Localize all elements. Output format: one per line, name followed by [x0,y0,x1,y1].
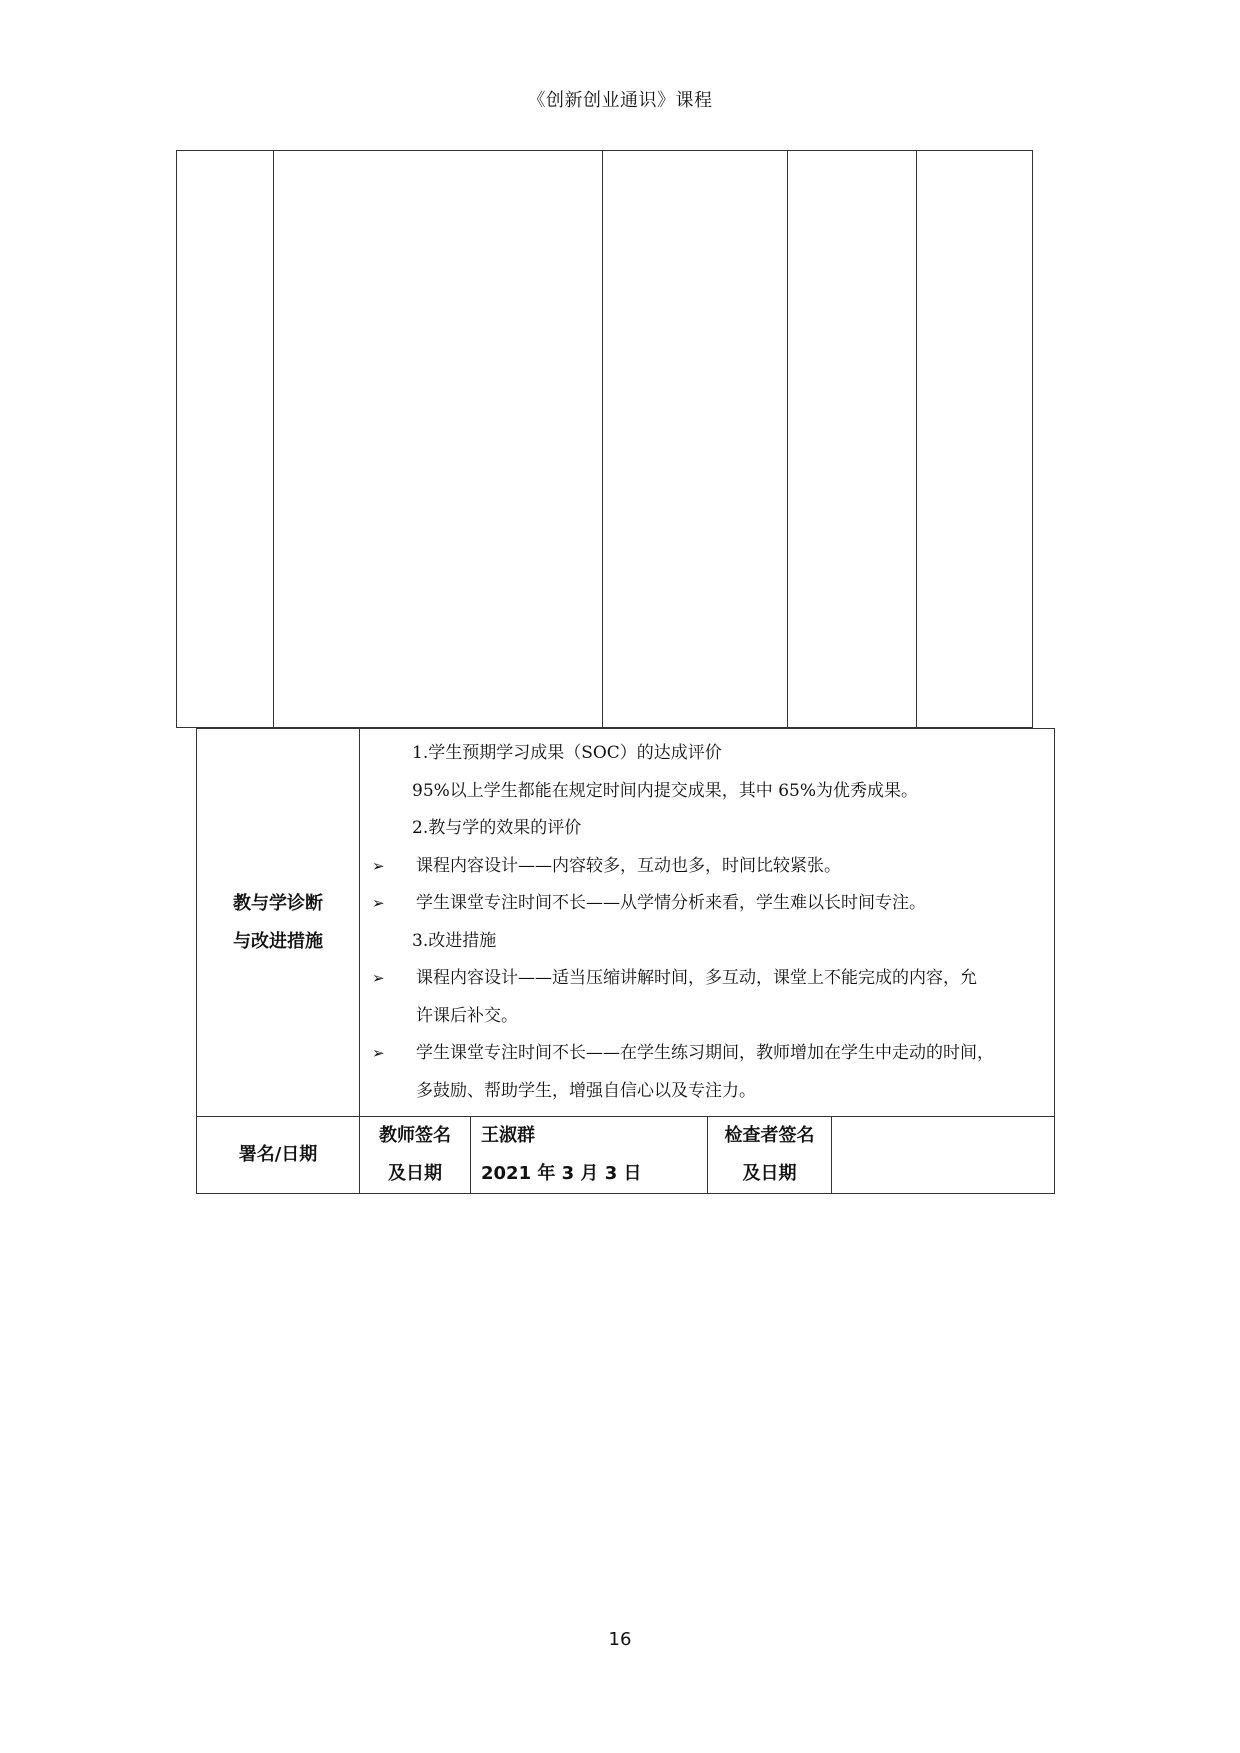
diagnosis-label [197,729,360,1117]
line-text: 许课后补交。 [416,1005,518,1026]
teacher-signature-label [360,1117,471,1194]
line-text: 课程内容设计——内容较多，互动也多，时间比较紧张。 [416,855,841,876]
signature-label: 署名/日期 [197,1117,360,1194]
teacher-date: 2021 年 3 月 3 日 [481,1163,642,1184]
empty-cell [274,151,603,728]
diagnosis-label-line: 与改进措施 [233,930,323,952]
diagnosis-table [196,728,1055,1194]
continued-table [176,150,1033,728]
arrow-bullet-icon: ➢ [372,894,385,912]
line-text: 课程内容设计——适当压缩讲解时间，多互动，课堂上不能完成的内容，允 [416,968,977,988]
arrow-bullet-icon: ➢ [372,1044,385,1062]
teacher-signature-label-line: 及日期 [388,1163,442,1184]
line-text: 学生课堂专注时间不长——从学情分析来看，学生难以长时间专注。 [416,893,926,913]
teacher-signature-label-line: 教师签名 [379,1125,451,1146]
teacher-name: 王淑群 [481,1125,535,1146]
checker-signature-label [708,1117,832,1194]
line-text: 多鼓励、帮助学生，增强自信心以及专注力。 [416,1080,756,1101]
text-line [372,773,1042,811]
signature-row [197,1117,1055,1194]
line-text: 学生课堂专注时间不长——在学生练习期间，教师增加在学生中走动的时间， [416,1043,994,1063]
text-line [372,810,1042,848]
bullet-item [372,848,1042,886]
checker-signature-label-line: 检查者签名 [724,1125,815,1146]
checker-signature-value [832,1117,1055,1194]
line-text: 2.教与学的效果的评价 [412,818,582,838]
line-text: 1.学生预期学习成果（SOC）的达成评价 [412,743,722,763]
empty-cell [177,151,274,728]
page-header-title: 《创新创业通识》课程 [527,90,713,111]
arrow-bullet-icon: ➢ [372,856,385,875]
text-line [372,923,1042,961]
diagnosis-content [360,729,1055,1117]
diagnosis-label-line: 教与学诊断 [233,892,323,914]
empty-cell [788,151,917,728]
text-line [372,998,1042,1036]
bullet-item [372,885,1042,923]
continued-table-row [177,151,1033,728]
page-number: 16 [608,1629,632,1650]
text-line [372,1073,1042,1111]
bullet-item [372,960,1042,998]
diagnosis-row [197,729,1055,1117]
line-text: 95%以上学生都能在规定时间内提交成果，其中 65%为优秀成果。 [412,780,918,801]
arrow-bullet-icon: ➢ [372,969,385,987]
empty-cell [603,151,788,728]
diagnosis-lines [372,735,1042,1110]
text-line [372,735,1042,773]
line-text: 3.改进措施 [412,930,497,951]
empty-cell [917,151,1033,728]
checker-signature-label-line: 及日期 [742,1163,797,1184]
bullet-item [372,1035,1042,1073]
teacher-signature-value [471,1117,708,1194]
